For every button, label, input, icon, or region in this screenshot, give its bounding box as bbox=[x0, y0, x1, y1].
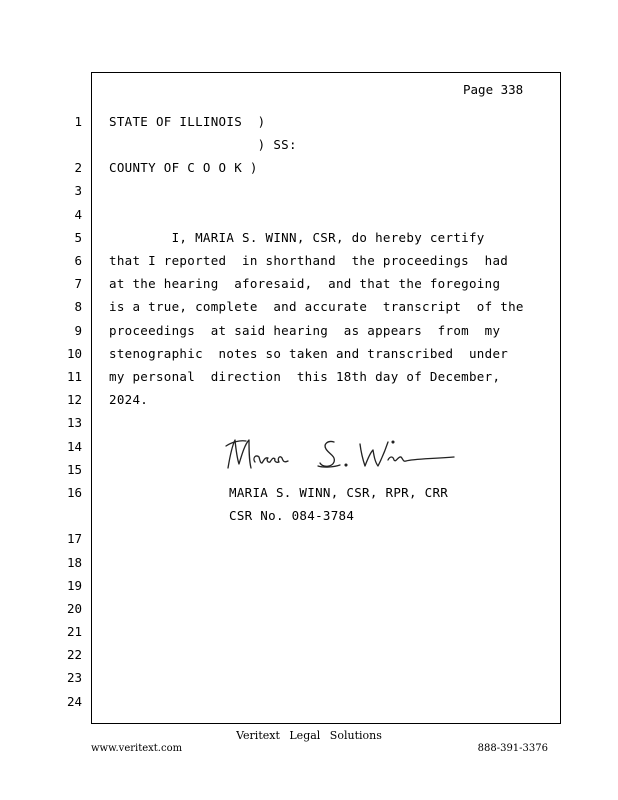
line-number: 11 bbox=[66, 369, 82, 384]
line-number: 17 bbox=[66, 531, 82, 546]
line-number: 24 bbox=[66, 694, 82, 709]
line-number: 9 bbox=[74, 323, 82, 338]
transcript-line: is a true, complete and accurate transcript of the bbox=[109, 299, 524, 314]
transcript-line: ) SS: bbox=[109, 137, 297, 152]
line-number: 13 bbox=[66, 415, 82, 430]
csr-number: CSR No. 084-3784 bbox=[229, 508, 355, 523]
line-number: 18 bbox=[66, 555, 82, 570]
transcript-line: STATE OF ILLINOIS ) bbox=[109, 114, 266, 129]
line-number: 14 bbox=[66, 439, 82, 454]
reporter-name-credentials: MARIA S. WINN, CSR, RPR, CRR bbox=[229, 485, 449, 500]
line-number: 10 bbox=[66, 346, 82, 361]
line-number: 21 bbox=[66, 624, 82, 639]
line-number: 8 bbox=[74, 299, 82, 314]
line-number: 19 bbox=[66, 578, 82, 593]
line-number: 6 bbox=[74, 253, 82, 268]
line-number: 15 bbox=[66, 462, 82, 477]
line-number: 16 bbox=[66, 485, 82, 500]
footer-phone: 888-391-3376 bbox=[477, 743, 548, 754]
line-number: 5 bbox=[74, 230, 82, 245]
handwritten-signature bbox=[222, 432, 462, 476]
line-number: 3 bbox=[74, 183, 82, 198]
transcript-line: my personal direction this 18th day of December, bbox=[109, 369, 501, 384]
line-number: 1 bbox=[74, 114, 82, 129]
line-number: 2 bbox=[74, 160, 82, 175]
transcript-line: that I reported in shorthand the proceedings had bbox=[109, 253, 509, 268]
line-number: 20 bbox=[66, 601, 82, 616]
transcript-line: I, MARIA S. WINN, CSR, do hereby certify bbox=[109, 230, 485, 245]
line-number: 23 bbox=[66, 670, 82, 685]
line-number: 4 bbox=[74, 207, 82, 222]
transcript-line: 2024. bbox=[109, 392, 149, 407]
transcript-line: COUNTY OF C O O K ) bbox=[109, 160, 258, 175]
line-number: 12 bbox=[66, 392, 82, 407]
transcript-line: stenographic notes so taken and transcribed under bbox=[109, 346, 509, 361]
transcript-line: proceedings at said hearing as appears from my bbox=[109, 323, 501, 338]
line-number: 22 bbox=[66, 647, 82, 662]
footer-company-name: Veritext Legal Solutions bbox=[236, 729, 382, 742]
transcript-line: at the hearing aforesaid, and that the foregoing bbox=[109, 276, 501, 291]
page-number: Page 338 bbox=[463, 82, 524, 97]
footer-website: www.veritext.com bbox=[91, 743, 183, 754]
line-number: 7 bbox=[74, 276, 82, 291]
